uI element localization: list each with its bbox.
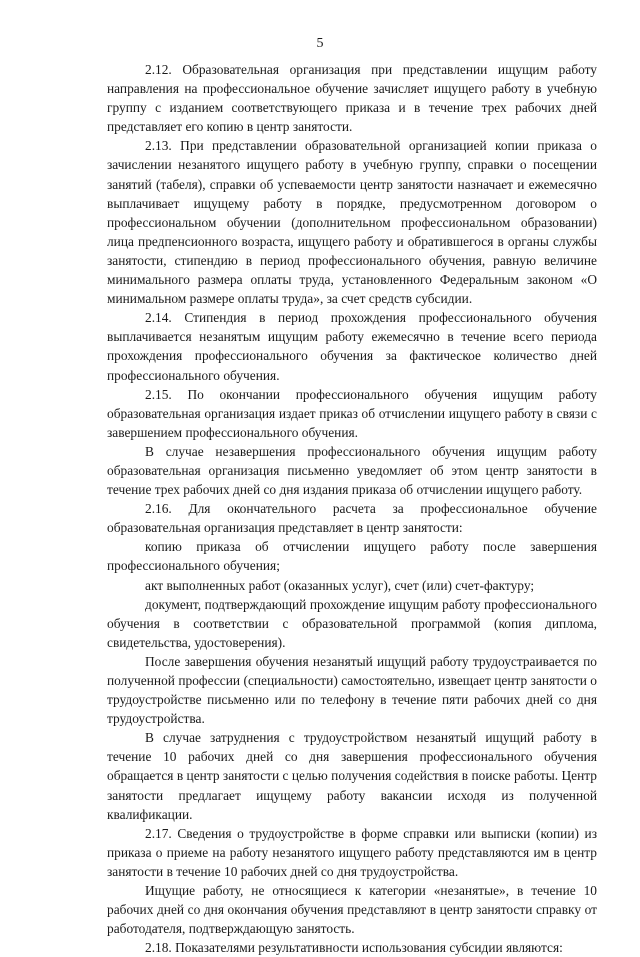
paragraph-2-12: 2.12. Образовательная организация при представлении ищущим работу направления на профессиональное обучение зачисляет ищущего работу в учебную группу с изданием соответствующего приказа и в течение трех рабочих дней представляет его копию в центр занятости.	[107, 62, 597, 135]
paragraph-after-training: После завершения обучения незанятый ищущий работу трудоустраивается по полученной профессии (специальности) самостоятельно, извещает центр занятости о трудоустройстве письменно или по телефону в течение пяти рабочих дней со дня трудоустройства.	[107, 653, 597, 727]
paragraph-list-item-order-copy: копию приказа об отчислении ищущего работу после завершения профессионального обучения;	[107, 539, 597, 574]
paragraph-2-13: 2.13. При представлении образовательной организацией копии приказа о зачислении незанятого ищущего работу в учебную группу, справки о посещении занятий (табеля), справки об успеваемости центр занятости назначает и ежемесячно выплачивает ищущему работу в порядке, предусмотренном договором о профессиональном обучении (дополнительном профессиональном образовании) лица предпенсионного возраста, ищущего работу и обратившегося в органы службы занятости, стипендию в период профессионального обучения, равную величине минимального размера оплаты труда, установленного Федеральным законом «О минимальном размере оплаты труда», за счет средств субсидии.	[107, 138, 597, 307]
paragraph-2-15: 2.15. По окончании профессионального обучения ищущим работу образовательная организация издает приказ об отчислении ищущего работу в связи с завершением профессионального обучения.	[107, 386, 597, 440]
paragraph-employment-difficulty: В случае затруднения с трудоустройством незанятый ищущий работу в течение 10 рабочих дней со дня завершения профессионального обучения обращается в центр занятости с целью получения содействия в поиске работы. Центр занятости предлагает ищущему работу вакансии исходя из полученной квалификации.	[107, 730, 597, 822]
paragraph-2-17: 2.17. Сведения о трудоустройстве в форме справки или выписки (копии) из приказа о приеме на работу незанятого ищущего работу представляются им в центр занятости в течение 10 рабочих дней со дня трудоустройства.	[107, 825, 597, 879]
document-body	[107, 60, 597, 957]
paragraph-2-18: 2.18. Показателями результативности использования субсидии являются:	[145, 940, 563, 956]
paragraph-2-16: 2.16. Для окончательного расчета за профессиональное обучение образовательная организация представляет в центр занятости:	[107, 501, 597, 536]
paragraph-2-14: 2.14. Стипендия в период прохождения профессионального обучения выплачивается незанятым ищущим работу ежемесячно в течение всего периода прохождения профессионального обучения за фактическое количество дней профессионального обучения.	[107, 310, 597, 383]
paragraph-employed-seekers: Ищущие работу, не относящиеся к категории «незанятые», в течение 10 рабочих дней со дня окончания обучения представляют в центр занятости справку от работодателя, подтверждающую занятость.	[107, 883, 597, 937]
paragraph-non-completion: В случае незавершения профессионального обучения ищущим работу образовательная организация письменно уведомляет об этом центр занятости в течение трех рабочих дней со дня издания приказа об отчислении ищущего работу.	[107, 443, 597, 498]
paragraph-list-item-document: документ, подтверждающий прохождение ищущим работу профессионального обучения в соответствии с образовательной программой (копия диплома, свидетельства, удостоверения).	[107, 596, 597, 650]
paragraph-list-item-act: акт выполненных работ (оказанных услуг), счет (или) счет-фактуру;	[145, 577, 535, 593]
page-number: 5	[316, 36, 324, 51]
